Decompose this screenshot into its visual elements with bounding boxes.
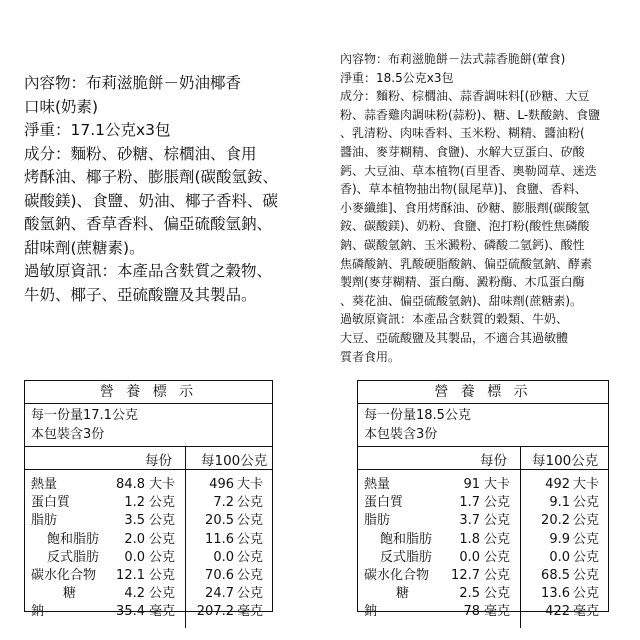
nutrition-row [25, 585, 272, 603]
per-100g-unit: 毫克 [237, 604, 264, 620]
serving-size: 每一份量18.5公克 [364, 408, 471, 423]
per-serving-value: 35.4 [116, 604, 145, 620]
left-ingredients-line: 淨重：17.1公克x3包 [24, 121, 171, 139]
per-100g-value: 9.9 [549, 531, 570, 547]
per-serving-unit: 公克 [149, 531, 176, 547]
nutrition-row [25, 549, 272, 567]
right-ingredients-line: 、葵花油、偏亞硫酸氫鈉)、甜味劑(蔗糖素)。 [340, 293, 583, 308]
per-100g-unit: 大卡 [237, 477, 264, 492]
nutrient-name: 脂肪 [364, 513, 391, 529]
per-100g-unit: 公克 [237, 531, 264, 547]
left-ingredients-line: 口味(奶素) [24, 97, 99, 116]
per-100g-header: 每100公克 [532, 453, 599, 469]
per-100g-unit: 公克 [237, 586, 264, 602]
nutrition-row [25, 476, 272, 494]
right-ingredients-line: 粉、蒜香雞肉調味粉(蒜粉)、糖、L-麩酸鈉、食鹽 [340, 107, 601, 122]
per-serving-unit: 公克 [484, 586, 511, 602]
servings-per-package: 本包裝含3份 [364, 427, 438, 442]
per-serving-value: 78 [463, 604, 480, 620]
per-100g-unit: 毫克 [573, 604, 600, 620]
per-100g-unit: 大卡 [573, 477, 600, 492]
right-ingredients-line: 大豆、亞硫酸鹽及其製品，不適合其過敏體 [340, 330, 569, 345]
serving-size: 每一份量17.1公克 [31, 408, 138, 423]
per-100g-unit: 公克 [573, 495, 600, 511]
per-100g-unit: 公克 [237, 513, 264, 529]
right-ingredients-line: 過敏原資訊：本產品含麩質的穀類、牛奶、 [340, 312, 569, 327]
nutrient-name: 熱量 [31, 477, 58, 492]
nutrient-name: 碳水化合物 [364, 567, 430, 583]
nutrition-title: 營 養 標 示 [358, 381, 608, 404]
nutrient-name: 糖 [63, 586, 77, 602]
right-ingredients-line: 香)、草本植物抽出物(鼠尾草)]、食鹽、香料、 [340, 182, 587, 197]
per-serving-unit: 公克 [484, 531, 511, 547]
per-serving-unit: 公克 [149, 549, 176, 565]
per-100g-value: 492 [545, 477, 570, 492]
left-ingredients-line: 過敏原資訊：本產品含麩質之穀物、 [24, 262, 273, 280]
right-ingredients-line: 焦磷酸鈉、乳酸硬脂酸鈉、偏亞硫酸氫鈉、酵素 [340, 256, 593, 271]
right-ingredients-text [340, 50, 630, 366]
nutrient-name: 熱量 [364, 477, 391, 492]
left-ingredients-line: 牛奶、椰子、亞硫酸鹽及其製品。 [24, 285, 257, 304]
nutrition-rows [358, 470, 608, 622]
per-serving-unit: 公克 [484, 549, 511, 565]
nutrient-name: 反式脂肪 [47, 549, 100, 565]
right-ingredients-line: 淨重：18.5公克x3包 [340, 70, 454, 85]
per-serving-value: 1.2 [124, 495, 145, 511]
per-serving-unit: 公克 [484, 513, 511, 529]
nutrient-name: 飽和脂肪 [47, 531, 100, 547]
nutrition-row [358, 494, 608, 512]
nutrition-row [358, 549, 608, 567]
servings-per-package: 本包裝含3份 [31, 427, 105, 442]
per-100g-value: 496 [209, 477, 234, 492]
nutrient-name: 蛋白質 [364, 495, 404, 511]
right-ingredients-line: 質者食用。 [340, 349, 401, 364]
per-serving-unit: 毫克 [149, 604, 176, 620]
nutrition-row [25, 512, 272, 530]
per-100g-value: 24.7 [205, 586, 234, 602]
per-100g-header: 每100公克 [201, 453, 268, 469]
per-serving-unit: 大卡 [149, 477, 176, 492]
right-ingredients-line: 鈉、碳酸氫鈉、玉米澱粉、磷酸二氫鈣)、酸性 [340, 237, 585, 252]
nutrient-name: 蛋白質 [31, 495, 71, 511]
per-100g-value: 0.0 [213, 549, 234, 565]
per-100g-value: 422 [545, 604, 570, 620]
per-100g-value: 13.6 [541, 586, 570, 602]
nutrition-header [25, 447, 272, 470]
nutrition-header [358, 447, 608, 470]
left-ingredients-line: 碳酸鎂)、食鹽、奶油、椰子香料、碳 [24, 191, 279, 210]
per-serving-value: 2.5 [459, 586, 480, 602]
per-serving-header: 每份 [480, 453, 507, 469]
per-100g-value: 70.6 [205, 567, 234, 583]
per-serving-value: 3.7 [459, 513, 480, 529]
per-100g-unit: 公克 [573, 531, 600, 547]
per-serving-unit: 公克 [149, 567, 176, 583]
per-serving-unit: 公克 [149, 586, 176, 602]
nutrition-rows [25, 470, 272, 622]
right-ingredients-line: 銨、碳酸鎂)、奶粉、食鹽、泡打粉(酸性焦磷酸 [340, 219, 590, 234]
per-100g-unit: 公克 [237, 495, 264, 511]
left-ingredients-line: 甜味劑(蔗糖素)。 [24, 238, 145, 257]
per-100g-value: 0.0 [549, 549, 570, 565]
per-100g-unit: 公克 [573, 549, 600, 565]
per-100g-unit: 公克 [573, 567, 600, 583]
right-ingredients-line: 小麥纖維]、食用烤酥油、砂糖、膨脹劑(碳酸氫 [340, 200, 590, 215]
left-ingredients-line: 內容物：布莉滋脆餅－奶油椰香 [24, 74, 242, 92]
per-100g-unit: 公克 [237, 549, 264, 565]
per-serving-value: 12.1 [116, 567, 145, 583]
nutrition-row [25, 603, 272, 621]
per-serving-value: 84.8 [116, 477, 145, 492]
nutrition-row [25, 531, 272, 549]
per-serving-value: 91 [463, 477, 480, 492]
per-serving-value: 3.5 [124, 513, 145, 529]
per-100g-value: 9.1 [549, 495, 570, 511]
per-serving-unit: 公克 [484, 567, 511, 583]
right-ingredients-line: 成分：麵粉、棕櫚油、蒜香調味料[(砂糖、大豆 [340, 89, 590, 104]
per-100g-unit: 公克 [573, 586, 600, 602]
per-serving-value: 1.8 [459, 531, 480, 547]
per-100g-value: 20.2 [541, 513, 570, 529]
left-nutrition-panel [24, 380, 273, 620]
per-100g-value: 68.5 [541, 567, 570, 583]
nutrient-name: 飽和脂肪 [380, 531, 433, 547]
right-ingredients-line: 製劑(麥芽糊精、蛋白酶、澱粉酶、木瓜蛋白酶 [340, 275, 585, 290]
nutrition-row [358, 531, 608, 549]
right-ingredients-line: 鈣、大豆油、草本植物(百里香、奧勒岡草、迷迭 [340, 163, 597, 178]
per-serving-unit: 大卡 [484, 477, 511, 492]
nutrition-row [25, 494, 272, 512]
per-100g-value: 11.6 [205, 531, 234, 547]
per-serving-value: 0.0 [459, 549, 480, 565]
per-100g-unit: 公克 [237, 567, 264, 583]
per-serving-value: 0.0 [124, 549, 145, 565]
right-nutrition-panel [357, 380, 609, 620]
per-serving-value: 12.7 [451, 567, 480, 583]
nutrition-title: 營 養 標 示 [25, 381, 272, 404]
nutrient-name: 反式脂肪 [380, 549, 433, 565]
per-serving-unit: 公克 [484, 495, 511, 511]
per-100g-value: 7.2 [213, 495, 234, 511]
serving-info [358, 404, 608, 447]
nutrition-row [358, 512, 608, 530]
right-ingredients-line: 、乳清粉、肉味香料、玉米粉、糊精、醬油粉( [340, 126, 585, 141]
nutrient-name: 碳水化合物 [31, 567, 97, 583]
nutrient-name: 糖 [396, 586, 410, 602]
left-ingredients-line: 酸氫鈉、香草香料、偏亞硫酸氫鈉、 [24, 215, 273, 233]
serving-info [25, 404, 272, 447]
right-ingredients-line: 內容物：布莉滋脆餅－法式蒜香脆餅(葷食) [340, 52, 566, 66]
per-serving-unit: 公克 [149, 495, 176, 511]
nutrient-name: 脂肪 [31, 513, 58, 529]
right-ingredients-line: 醬油、麥芽糊精、食鹽)、水解大豆蛋白、矽酸 [340, 144, 585, 159]
nutrition-row [358, 476, 608, 494]
per-serving-unit: 公克 [149, 513, 176, 529]
per-serving-value: 4.2 [124, 586, 145, 602]
nutrition-row [358, 603, 608, 621]
left-ingredients-line: 成分：麵粉、砂糖、棕櫚油、食用 [24, 144, 257, 163]
nutrition-row [358, 585, 608, 603]
per-serving-header: 每份 [145, 453, 172, 469]
per-serving-value: 1.7 [459, 495, 480, 511]
per-serving-value: 2.0 [124, 531, 145, 547]
nutrition-row [25, 567, 272, 585]
per-100g-value: 20.5 [205, 513, 234, 529]
nutrient-name: 鈉 [364, 604, 378, 620]
nutrient-name: 鈉 [31, 604, 45, 620]
per-100g-unit: 公克 [573, 513, 600, 529]
left-ingredients-text [24, 72, 314, 307]
left-ingredients-line: 烤酥油、椰子粉、膨脹劑(碳酸氫銨、 [24, 168, 279, 186]
per-100g-value: 207.2 [196, 604, 234, 620]
nutrition-row [358, 567, 608, 585]
per-serving-unit: 毫克 [484, 604, 511, 620]
